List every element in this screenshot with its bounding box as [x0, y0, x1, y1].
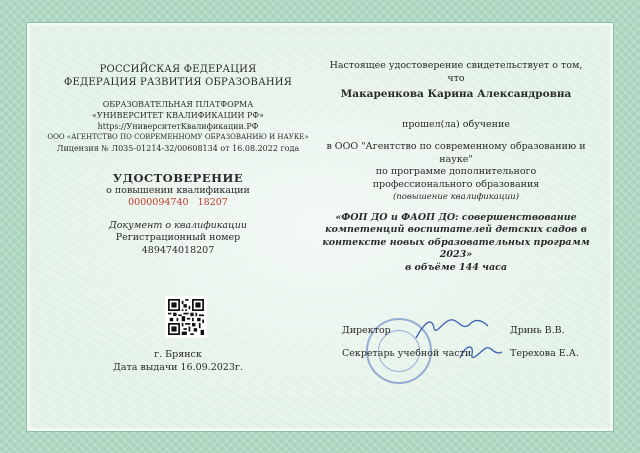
intro-line-2: что: [447, 72, 465, 84]
issue-date: Дата выдачи 16.09.2023г.: [113, 362, 243, 373]
platform-line-2: «УНИВЕРСИТЕТ КВАЛИФИКАЦИИ РФ»: [92, 111, 264, 120]
qr-code[interactable]: [165, 296, 207, 338]
program-line-1: по программе дополнительного: [375, 166, 537, 177]
document-number: 0000094740 18207: [128, 197, 228, 208]
federation-heading: ФЕДЕРАЦИЯ РАЗВИТИЯ ОБРАЗОВАНИЯ: [64, 76, 292, 88]
training-org-line-1: в ООО "Агентство по современному образованию и: [326, 141, 586, 152]
registration-label: Регистрационный номер: [115, 232, 241, 243]
registration-number: 489474018207: [141, 244, 215, 256]
issue-info: [40, 348, 316, 374]
training-org-line-2: науке": [439, 153, 473, 165]
program-title: «ФОП ДО и ФАОП ДО: совершенствование компетенций воспитателей детских садов в контексте новых образовательных программ 2023»: [322, 211, 590, 260]
license-text: Лицензия № Л035-01214-32/00608134 от 16.08.2022 года: [56, 144, 300, 153]
document-title: УДОСТОВЕРЕНИЕ: [112, 171, 244, 185]
director-label: Директор: [342, 325, 391, 336]
document-kind: Документ о квалификации: [109, 219, 247, 231]
right-column: [322, 60, 590, 274]
director-row: [342, 325, 582, 336]
program-line-2: профессионального образования: [372, 178, 540, 190]
city: г. Брянск: [154, 349, 202, 360]
person-name: Макаренкова Карина Александровна: [340, 88, 572, 100]
left-column: [40, 64, 316, 257]
platform-site: https://УниверситетКвалификации.РФ: [97, 122, 259, 131]
secretary-label: Секретарь учебной части: [342, 348, 472, 359]
document-subtitle: о повышении квалификации: [106, 184, 250, 196]
secretary-name: Терехова Е.А.: [510, 348, 579, 359]
intro-line-1: Настоящее удостоверение свидетельствует о том,: [329, 60, 583, 71]
program-hours: в объёме 144 часа: [404, 261, 508, 273]
secretary-row: [342, 348, 582, 359]
program-kind: (повышение квалификации): [392, 192, 520, 202]
organization-name: ООО «АГЕНТСТВО ПО СОВРЕМЕННОМУ ОБРАЗОВАНИЮ И НАУКЕ»: [47, 133, 309, 141]
platform-line-1: ОБРАЗОВАТЕЛЬНАЯ ПЛАТФОРМА: [102, 100, 254, 109]
director-name: Дринь В.В.: [510, 325, 565, 336]
passed-training: прошел(ла) обучение: [402, 118, 510, 130]
qr-code-image: [168, 299, 204, 335]
country-heading: РОССИЙСКАЯ ФЕДЕРАЦИЯ: [99, 64, 257, 75]
